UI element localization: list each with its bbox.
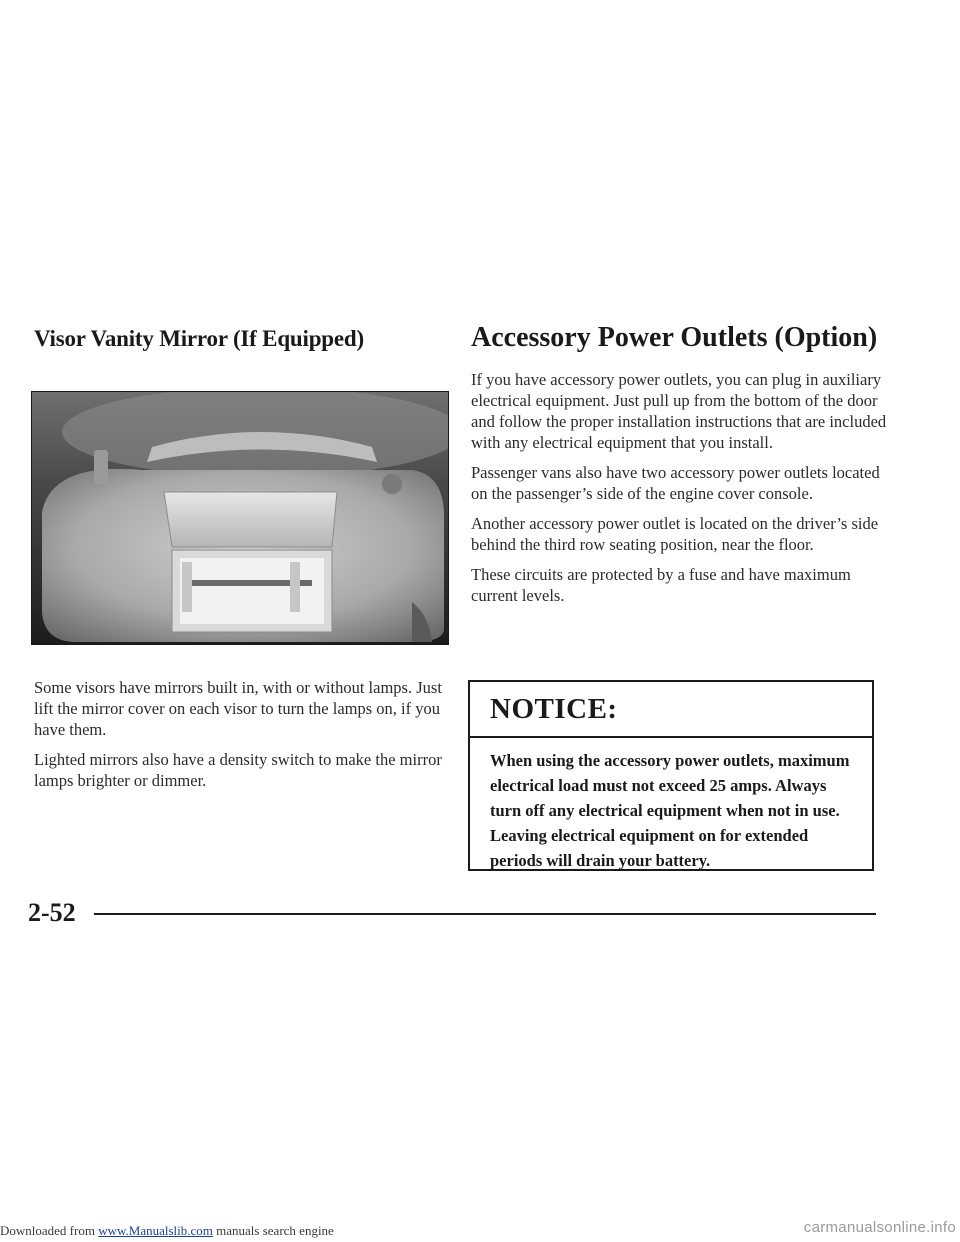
notice-text: When using the accessory power outlets, maximum electrical load must not exceed 25 amps. Always turn off any electrical equipment when not in use. Leaving electrical equipment on for extended periods will drain your battery. (490, 751, 850, 870)
page-number: 2-52 (28, 898, 76, 927)
download-suffix: manuals search engine (212, 1223, 334, 1238)
manualslib-link[interactable]: www.Manualslib.com (98, 1223, 213, 1238)
visor-mirror-photo (31, 391, 449, 645)
visor-paragraph-1: Some visors have mirrors built in, with or without lamps. Just lift the mirror cover on each visor to turn the lamps on, if you have them. (34, 678, 442, 739)
outlets-paragraph-3: Another accessory power outlet is located on the driver’s side behind the third row seating position, near the floor. (471, 514, 879, 554)
outlets-paragraph-1: If you have accessory power outlets, you can plug in auxiliary electrical equipment. Just pull up from the bottom of the door and follow the proper installation instructions that are included with any electrical equipment that you install. (471, 370, 887, 452)
visor-paragraph-2: Lighted mirrors also have a density switch to make the mirror lamps brighter or dimmer. (34, 750, 442, 790)
notice-title: NOTICE: (470, 682, 872, 738)
outlets-paragraph-4: These circuits are protected by a fuse and have maximum current levels. (471, 565, 851, 605)
left-column (34, 325, 454, 800)
section-heading-visor-mirror: Visor Vanity Mirror (If Equipped) (34, 326, 364, 351)
section-heading-power-outlets: Accessory Power Outlets (Option) (471, 322, 878, 353)
watermark: carmanualsonline.info (803, 1219, 956, 1236)
notice-box (468, 680, 874, 871)
outlets-paragraph-2: Passenger vans also have two accessory power outlets located on the passenger’s side of the engine cover console. (471, 463, 880, 503)
footer-rule (94, 913, 876, 915)
download-prefix: Downloaded from (0, 1223, 99, 1238)
right-column (471, 322, 891, 615)
download-credit (0, 1223, 334, 1239)
visor-mirror-illustration (32, 392, 448, 644)
